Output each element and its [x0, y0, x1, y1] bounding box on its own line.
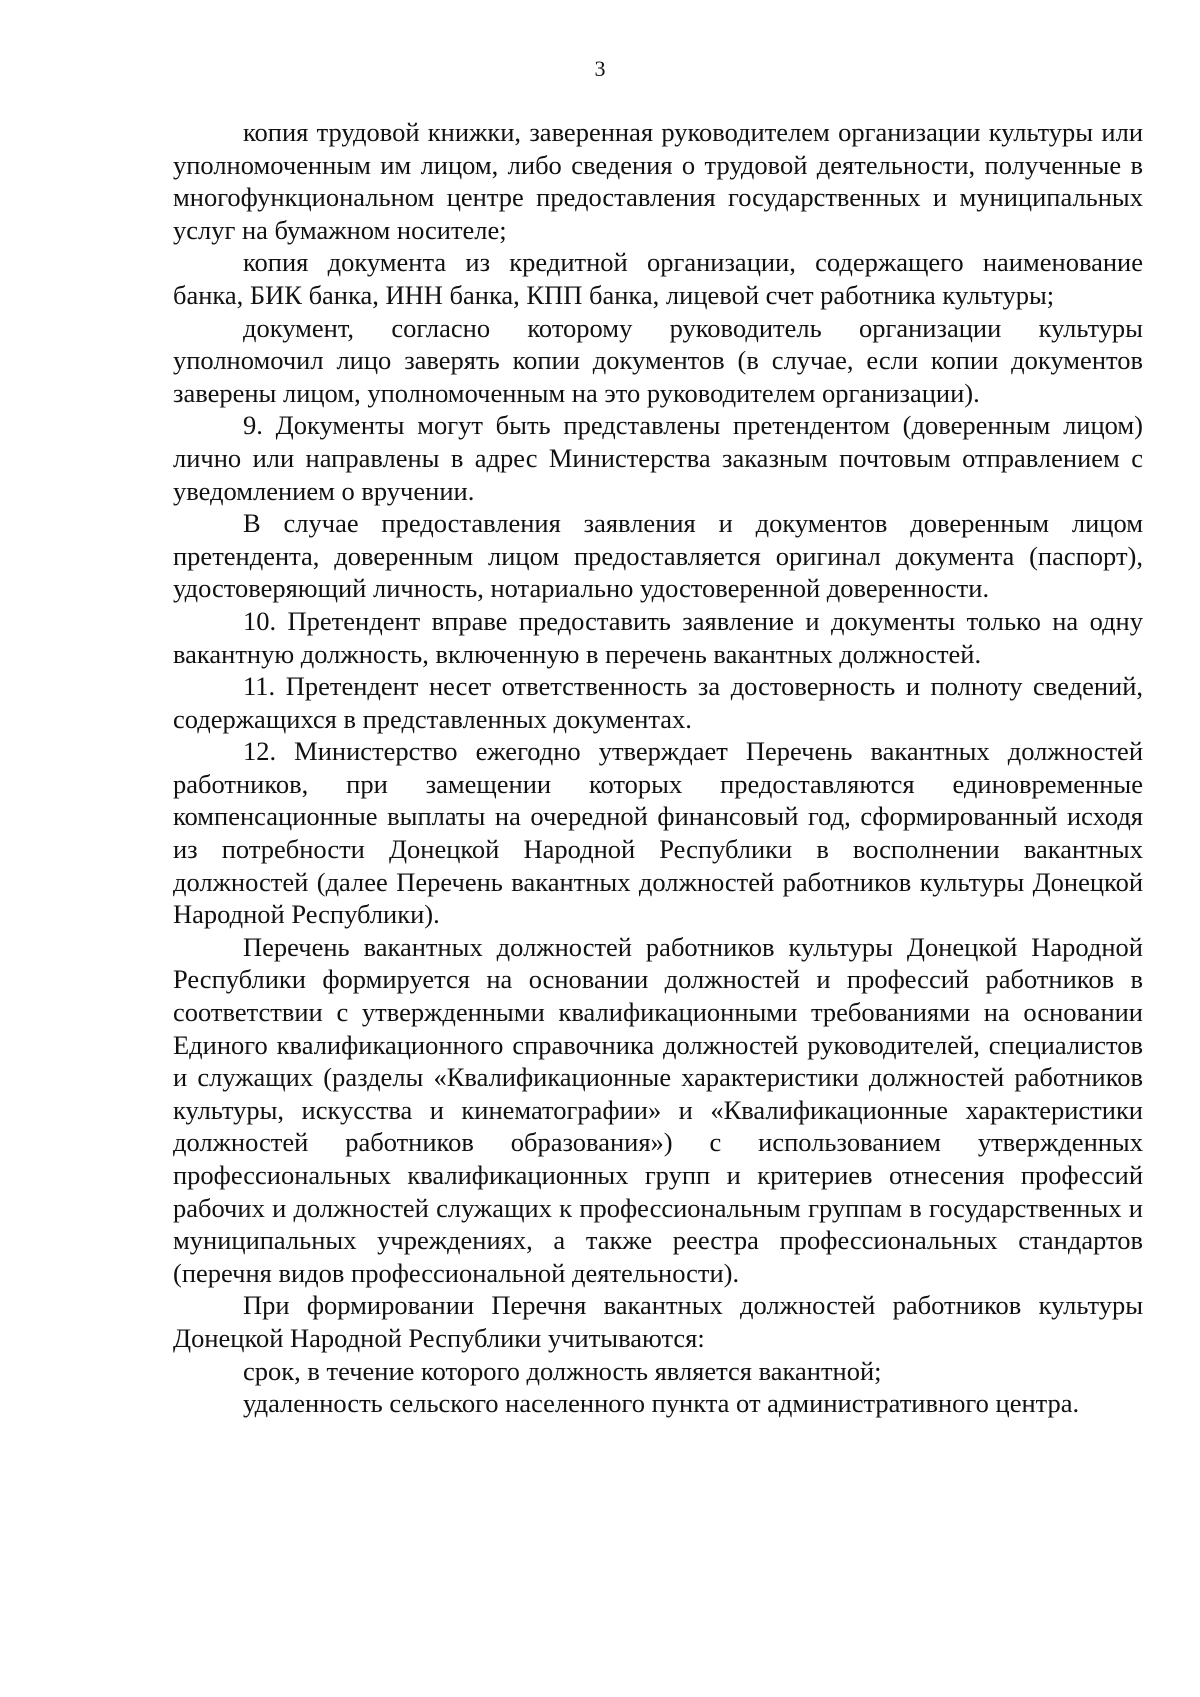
paragraph-considerations-intro: При формировании Перечня вакантных должностей работников культуры Донецкой Народной Республики учитываются:	[173, 1290, 1143, 1353]
paragraph-bank-document-copy: копия документа из кредитной организации, содержащего наименование банка, БИК банка, ИНН банка, КПП банка, лицевой счет работника культуры;	[173, 247, 1143, 310]
paragraph-proxy-submission: В случае предоставления заявления и документов доверенным лицом претендента, доверенным лицом предоставляется оригинал документа (паспорт), удостоверяющий личность, нотариально удостоверенной доверенности.	[173, 508, 1143, 604]
paragraph-item-12: 12. Министерство ежегодно утверждает Перечень вакантных должностей работников, при замещении которых предоставляются единовременные компенсационные выплаты на очередной финансовый год, сформированный исходя из потребности Донецкой Народной Республики в восполнении вакантных должностей (далее Перечень вакантных должностей работников культуры Донецкой Народной Республики).	[173, 736, 1143, 930]
paragraph-work-book-copy: копия трудовой книжки, заверенная руководителем организации культуры или уполномоченным им лицом, либо сведения о трудовой деятельности, полученные в многофункциональном центре предоставления государственных и муниципальных услуг на бумажном носителе;	[173, 117, 1143, 245]
document-body	[173, 116, 1143, 1420]
page-number: 3	[594, 56, 606, 81]
paragraph-vacancy-duration: срок, в течение которого должность является вакантной;	[243, 1355, 882, 1386]
paragraph-item-11: 11. Претендент несет ответственность за достоверность и полноту сведений, содержащихся в представленных документах.	[173, 671, 1143, 734]
paragraph-authorization-document: документ, согласно которому руководитель организации культуры уполномочил лицо заверять копии документов (в случае, если копии документов заверены лицом, уполномоченным на это руководителем организации).	[173, 312, 1143, 408]
paragraph-item-10: 10. Претендент вправе предоставить заявление и документы только на одну вакантную должность, включенную в перечень вакантных должностей.	[173, 605, 1143, 669]
paragraph-list-formation: Перечень вакантных должностей работников культуры Донецкой Народной Республики формируется на основании должностей и профессий работников в соответствии с утвержденными квалификационными требованиями на основании Единого квалификационного справочника должностей руководителей, специалистов и служащих (разделы «Квалификационные характеристики должностей работников культуры, искусства и кинематографии» и «Квалификационные характеристики должностей работников образования») с использованием утвержденных профессиональных квалификационных групп и критериев отнесения профессий рабочих и должностей служащих к профессиональным группам в государственных и муниципальных учреждениях, а также реестра профессиональных стандартов (перечня видов профессиональной деятельности).	[173, 931, 1143, 1288]
paragraph-settlement-distance: удаленность сельского населенного пункта от административного центра.	[243, 1388, 1080, 1419]
paragraph-item-9: 9. Документы могут быть представлены претендентом (доверенным лицом) лично или направлены в адрес Министерства заказным почтовым отправлением с уведомлением о вручении.	[173, 410, 1143, 506]
